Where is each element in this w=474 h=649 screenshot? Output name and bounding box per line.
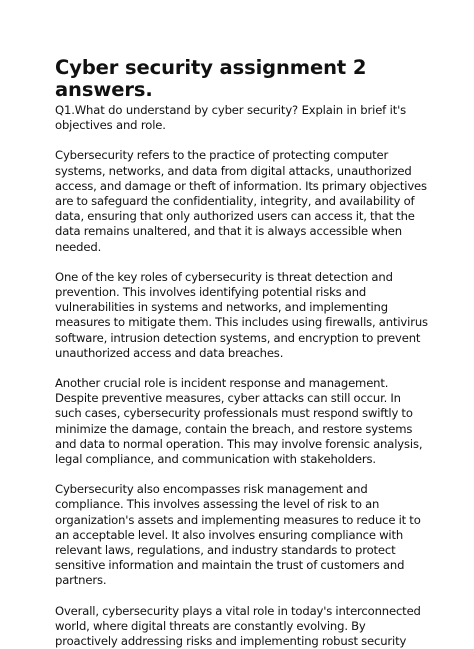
paragraph-line: needed. [55, 239, 102, 254]
paragraph-line: Cybersecurity also encompasses risk management and [55, 482, 368, 497]
paragraph-line: access, and damage or theft of information. Its primary objectives [55, 178, 427, 193]
question-line: objectives and role. [55, 118, 166, 133]
paragraph-line: partners. [55, 573, 107, 588]
paragraph-line: software, intrusion detection systems, and encryption to prevent [55, 330, 421, 345]
paragraph-line: vulnerabilities in systems and networks, and implementing [55, 300, 388, 315]
paragraph-line: proactively addressing risks and implementing robust security [55, 634, 407, 649]
paragraph-line: unauthorized access and data breaches. [55, 345, 284, 360]
answer-paragraph [55, 604, 444, 649]
paragraph-line: such cases, cybersecurity professionals must respond swiftly to [55, 406, 413, 421]
answer-paragraph [55, 376, 444, 467]
paragraph-line: compliance. This involves assessing the level of risk to an [55, 497, 380, 512]
paragraph-line: measures to mitigate them. This includes using firewalls, antivirus [55, 315, 428, 330]
paragraph-line: One of the key roles of cybersecurity is threat detection and [55, 269, 393, 284]
paragraph-line: sensitive information and maintain the trust of customers and [55, 558, 405, 573]
paragraph-line: systems, networks, and data from digital attacks, unauthorized [55, 163, 412, 178]
document-title [55, 57, 444, 101]
answer-body [55, 148, 444, 649]
paragraph-line: prevention. This involves identifying potential risks and [55, 285, 367, 300]
paragraph-line: Despite preventive measures, cyber attacks can still occur. In [55, 391, 401, 406]
paragraph-line: and data to normal operation. This may involve forensic analysis, [55, 436, 423, 451]
answer-paragraph [55, 148, 444, 254]
question-line: Q1.What do understand by cyber security? Explain in brief it's [55, 103, 407, 117]
paragraph-line: organization's assets and implementing measures to reduce it to [55, 512, 421, 527]
title-line: answers. [55, 78, 153, 101]
question-text [55, 103, 444, 133]
paragraph-line: minimize the damage, contain the breach, and restore systems [55, 421, 413, 436]
paragraph-line: relevant laws, regulations, and industry standards to protect [55, 543, 396, 558]
paragraph-line: are to safeguard the confidentiality, integrity, and availability of [55, 194, 415, 209]
paragraph-line: Overall, cybersecurity plays a vital role in today's interconnected [55, 603, 421, 618]
paragraph-line: legal compliance, and communication with stakeholders. [55, 452, 376, 467]
paragraph-line: Cybersecurity refers to the practice of protecting computer [55, 148, 389, 163]
title-line: Cyber security assignment 2 [55, 56, 367, 79]
paragraph-line: data, ensuring that only authorized users can access it, that the [55, 209, 415, 224]
paragraph-line: data remains unaltered, and that it is always accessible when [55, 224, 402, 239]
answer-paragraph [55, 482, 444, 588]
paragraph-line: Another crucial role is incident response and management. [55, 376, 389, 391]
answer-paragraph [55, 270, 444, 361]
paragraph-line: an acceptable level. It also involves ensuring compliance with [55, 527, 404, 542]
paragraph-line: world, where digital threats are constantly evolving. By [55, 618, 366, 633]
